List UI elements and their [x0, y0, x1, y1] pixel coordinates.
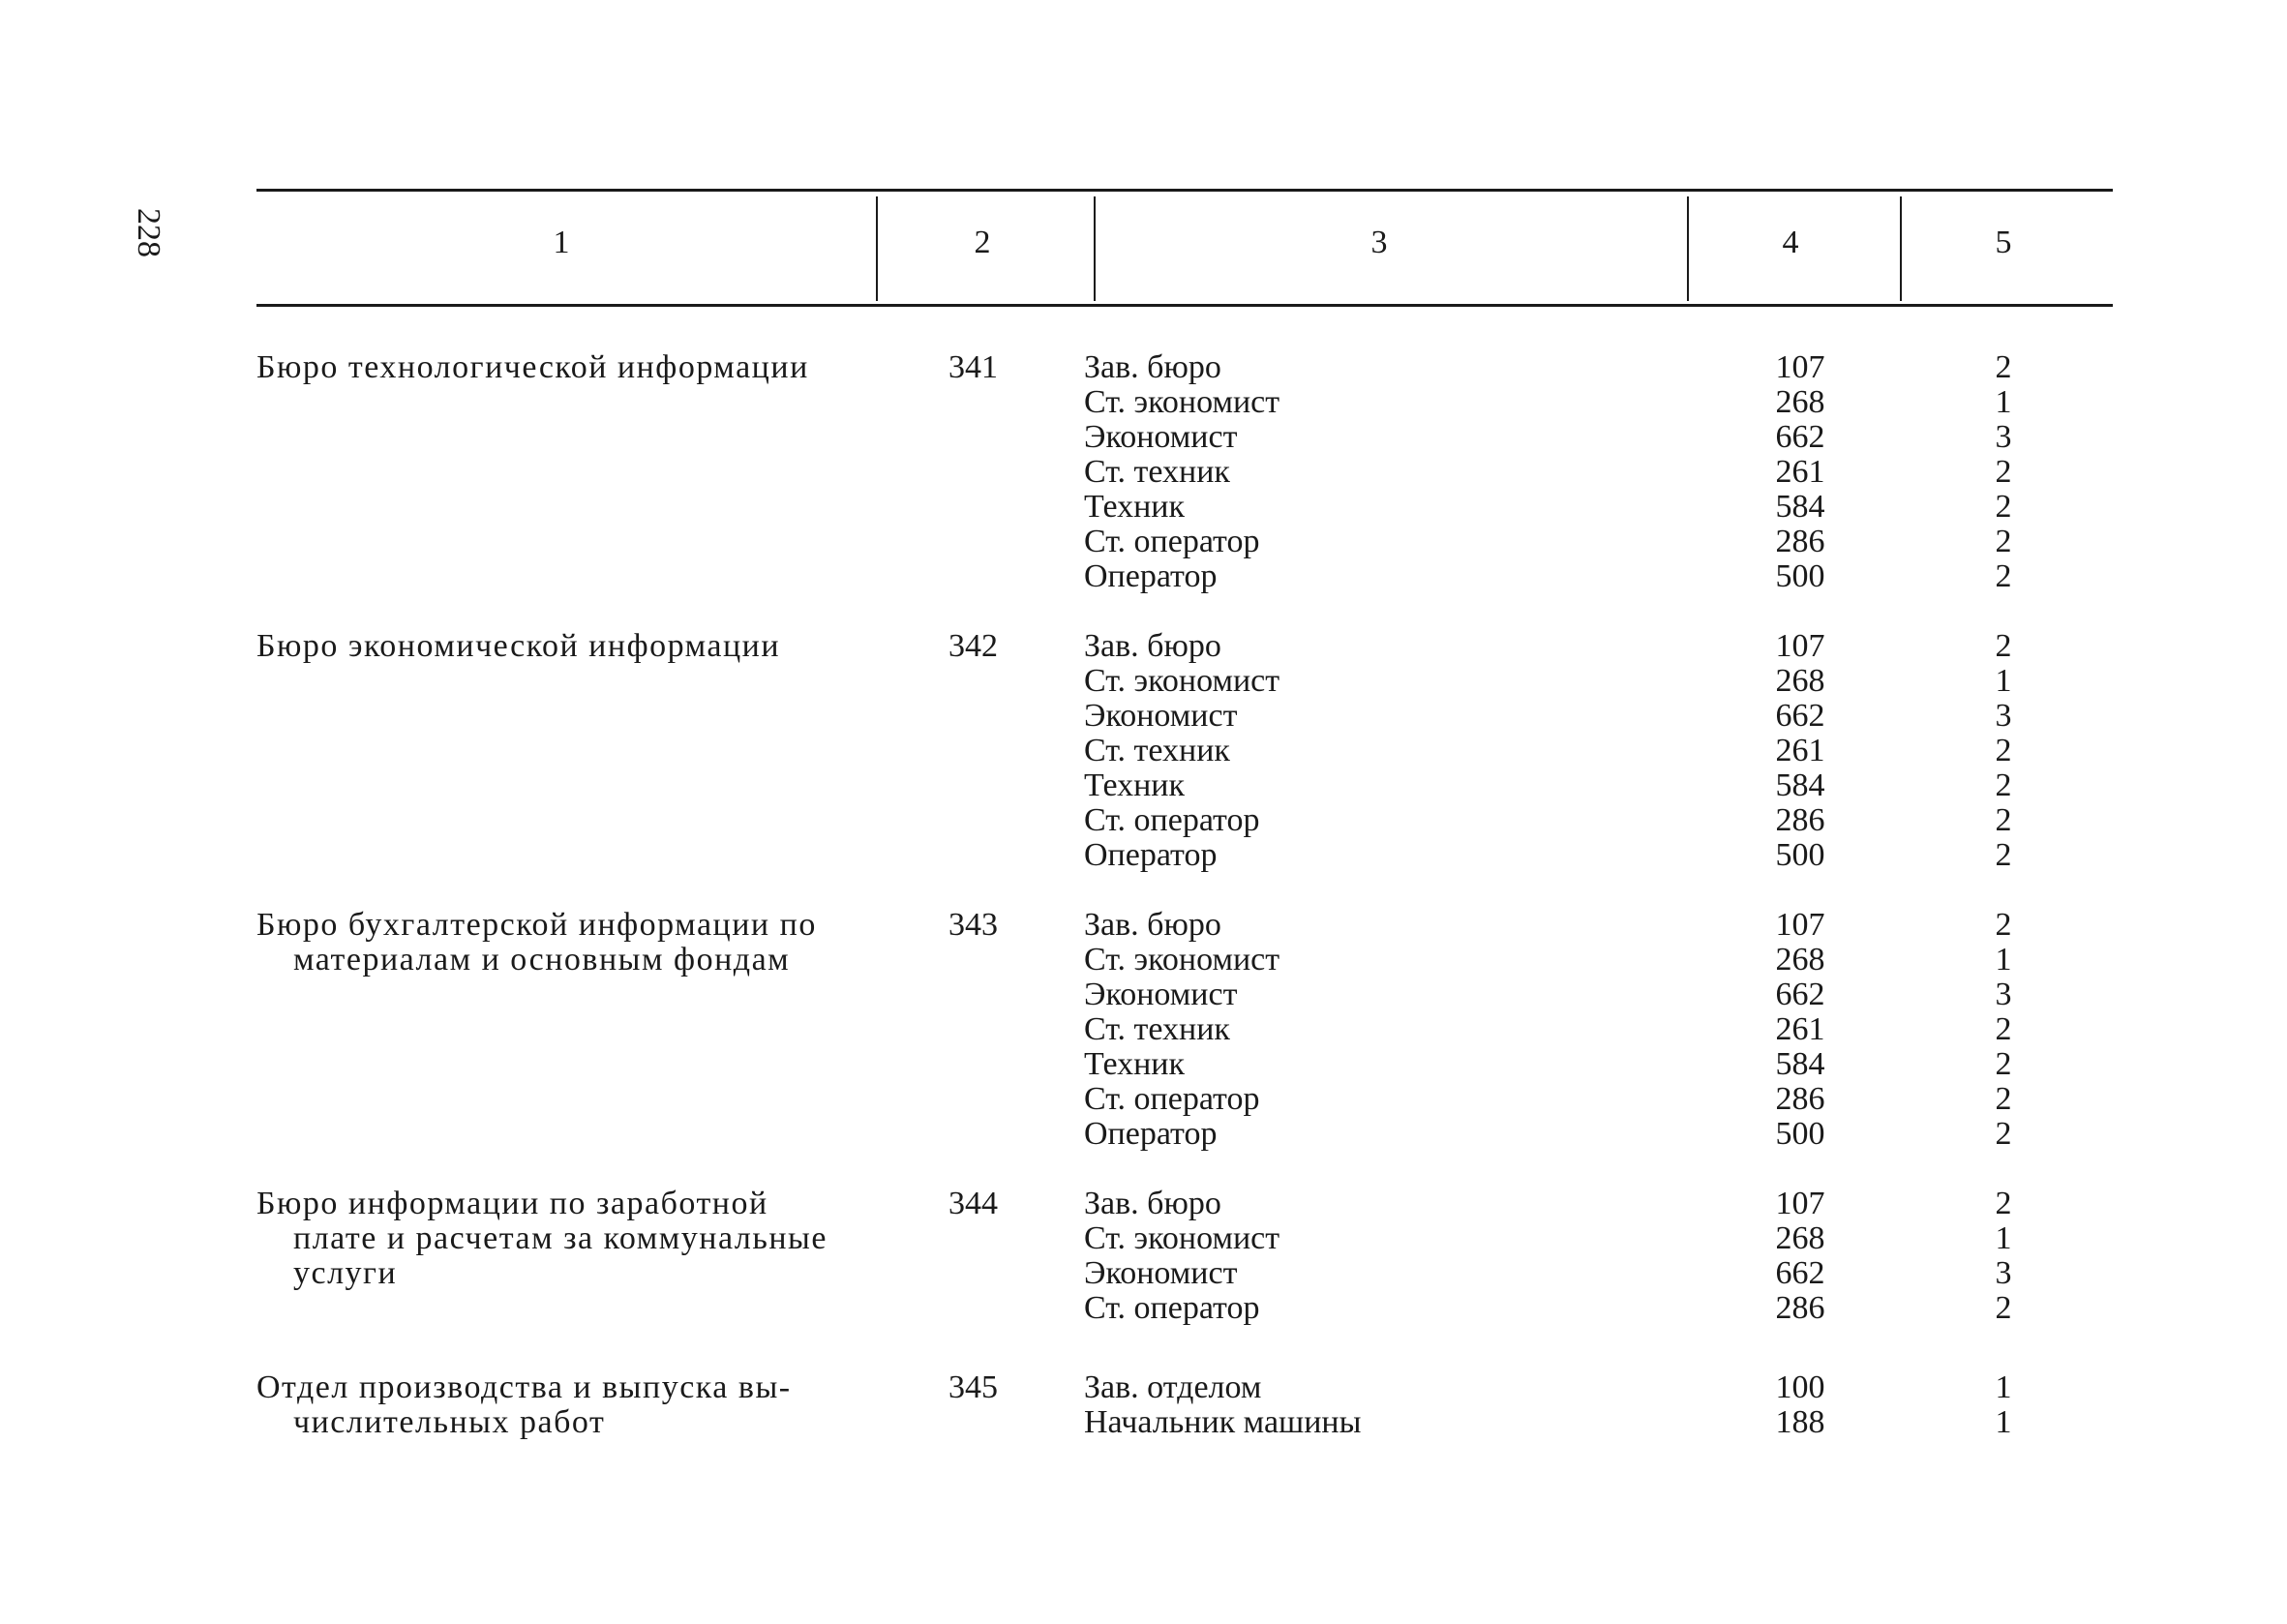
position-code-column — [1761, 629, 1839, 873]
staff-count-column — [1979, 1187, 2028, 1326]
position-code: 500 — [1775, 837, 1825, 873]
position-code: 107 — [1775, 1186, 1825, 1221]
position-title: Ст. экономист — [1084, 1220, 1280, 1256]
department-name-line: услуги — [293, 1255, 398, 1291]
department-code: 342 — [948, 628, 998, 664]
position-code: 584 — [1775, 1046, 1825, 1082]
column-header-3: 3 — [1370, 225, 1388, 260]
staff-count-column — [1979, 908, 2028, 1152]
staff-count: 3 — [1995, 1255, 2012, 1291]
department-name — [256, 629, 886, 664]
position-code: 188 — [1775, 1404, 1825, 1440]
staff-count: 1 — [1995, 1369, 2012, 1405]
department-code: 343 — [948, 907, 998, 943]
staff-count: 1 — [1995, 663, 2012, 699]
position-code: 286 — [1775, 802, 1825, 838]
department-name-line: Бюро технологической информации — [256, 349, 809, 385]
position-code: 261 — [1775, 454, 1825, 490]
position-code: 662 — [1775, 977, 1825, 1012]
staff-count: 2 — [1995, 489, 2012, 525]
staff-count: 2 — [1995, 802, 2012, 838]
staff-count: 2 — [1995, 733, 2012, 768]
department-name — [256, 350, 886, 385]
position-title: Ст. техник — [1084, 454, 1230, 490]
position-code: 584 — [1775, 767, 1825, 803]
department-name — [256, 908, 886, 977]
staff-count: 3 — [1995, 977, 2012, 1012]
position-column — [1084, 350, 1549, 594]
staff-count: 3 — [1995, 698, 2012, 734]
table-top-rule — [256, 189, 2113, 192]
position-title: Ст. техник — [1084, 1011, 1230, 1047]
position-code: 268 — [1775, 1220, 1825, 1256]
position-title: Оператор — [1084, 558, 1218, 594]
staff-count: 2 — [1995, 1046, 2012, 1082]
department-name-line: материалам и основным фондам — [293, 942, 791, 977]
position-code: 500 — [1775, 558, 1825, 594]
staff-count: 2 — [1995, 524, 2012, 559]
position-code: 261 — [1775, 733, 1825, 768]
position-title: Техник — [1084, 767, 1186, 803]
position-code-column — [1761, 908, 1839, 1152]
position-title: Ст. оператор — [1084, 802, 1260, 838]
position-code: 286 — [1775, 524, 1825, 559]
department-name — [256, 1187, 886, 1291]
position-code: 107 — [1775, 907, 1825, 943]
column-divider — [876, 196, 878, 301]
staff-count: 2 — [1995, 907, 2012, 943]
staff-count: 2 — [1995, 628, 2012, 664]
department-name — [256, 1370, 886, 1440]
position-title: Ст. техник — [1084, 733, 1230, 768]
position-code: 662 — [1775, 419, 1825, 455]
position-title: Ст. оператор — [1084, 1081, 1260, 1117]
column-header-2: 2 — [974, 225, 991, 260]
position-title: Ст. экономист — [1084, 384, 1280, 420]
position-code: 584 — [1775, 489, 1825, 525]
position-title: Экономист — [1084, 1255, 1238, 1291]
staff-count: 1 — [1995, 942, 2012, 977]
position-column — [1084, 908, 1549, 1152]
staff-count: 2 — [1995, 1186, 2012, 1221]
staff-count: 2 — [1995, 837, 2012, 873]
department-name-line: Бюро информации по заработной — [256, 1186, 768, 1221]
staff-count: 1 — [1995, 1404, 2012, 1440]
department-name-line: числительных работ — [293, 1404, 606, 1440]
position-code: 261 — [1775, 1011, 1825, 1047]
column-header-1: 1 — [553, 225, 570, 260]
department-name-line: Отдел производства и выпуска вы- — [256, 1369, 792, 1405]
position-code: 268 — [1775, 384, 1825, 420]
position-code: 662 — [1775, 1255, 1825, 1291]
staff-count: 2 — [1995, 767, 2012, 803]
position-title: Техник — [1084, 1046, 1186, 1082]
page-number: 228 — [131, 208, 166, 257]
department-code: 341 — [948, 349, 998, 385]
staff-count: 2 — [1995, 1116, 2012, 1152]
department-name-line: плате и расчетам за коммунальные — [293, 1220, 828, 1256]
column-divider — [1094, 196, 1096, 301]
position-code: 100 — [1775, 1369, 1825, 1405]
position-title: Зав. бюро — [1084, 1186, 1221, 1221]
staff-count-column — [1979, 350, 2028, 594]
position-code: 662 — [1775, 698, 1825, 734]
staff-count: 2 — [1995, 558, 2012, 594]
column-divider — [1687, 196, 1689, 301]
position-title: Ст. экономист — [1084, 942, 1280, 977]
position-title: Оператор — [1084, 837, 1218, 873]
position-title: Экономист — [1084, 698, 1238, 734]
position-title: Оператор — [1084, 1116, 1218, 1152]
position-title: Экономист — [1084, 419, 1238, 455]
staff-count: 2 — [1995, 1081, 2012, 1117]
position-title: Техник — [1084, 489, 1186, 525]
position-code: 107 — [1775, 349, 1825, 385]
department-code: 345 — [948, 1369, 998, 1405]
column-header-4: 4 — [1782, 225, 1799, 260]
position-title: Зав. отделом — [1084, 1369, 1262, 1405]
position-title: Ст. экономист — [1084, 663, 1280, 699]
staff-count: 3 — [1995, 419, 2012, 455]
department-name-line: Бюро экономической информации — [256, 628, 781, 664]
staff-count: 1 — [1995, 1220, 2012, 1256]
staff-count: 2 — [1995, 349, 2012, 385]
position-title: Начальник машины — [1084, 1404, 1362, 1440]
staff-count: 2 — [1995, 1011, 2012, 1047]
position-title: Ст. оператор — [1084, 524, 1260, 559]
position-code: 107 — [1775, 628, 1825, 664]
position-code: 500 — [1775, 1116, 1825, 1152]
staff-count: 2 — [1995, 454, 2012, 490]
position-code: 286 — [1775, 1290, 1825, 1326]
staff-count-column — [1979, 629, 2028, 873]
column-divider — [1900, 196, 1902, 301]
position-code-column — [1761, 1187, 1839, 1326]
table-header-bottom-rule — [256, 304, 2113, 307]
position-column — [1084, 1370, 1549, 1440]
position-title: Зав. бюро — [1084, 349, 1221, 385]
position-code: 268 — [1775, 942, 1825, 977]
position-column — [1084, 1187, 1549, 1326]
department-name-line: Бюро бухгалтерской информации по — [256, 907, 817, 943]
position-code: 286 — [1775, 1081, 1825, 1117]
position-code-column — [1761, 1370, 1839, 1440]
position-code-column — [1761, 350, 1839, 594]
column-header-5: 5 — [1995, 225, 2012, 260]
position-title: Экономист — [1084, 977, 1238, 1012]
staff-count: 2 — [1995, 1290, 2012, 1326]
staff-count-column — [1979, 1370, 2028, 1440]
position-title: Зав. бюро — [1084, 628, 1221, 664]
position-title: Ст. оператор — [1084, 1290, 1260, 1326]
department-code: 344 — [948, 1186, 998, 1221]
position-code: 268 — [1775, 663, 1825, 699]
position-column — [1084, 629, 1549, 873]
staff-count: 1 — [1995, 384, 2012, 420]
position-title: Зав. бюро — [1084, 907, 1221, 943]
